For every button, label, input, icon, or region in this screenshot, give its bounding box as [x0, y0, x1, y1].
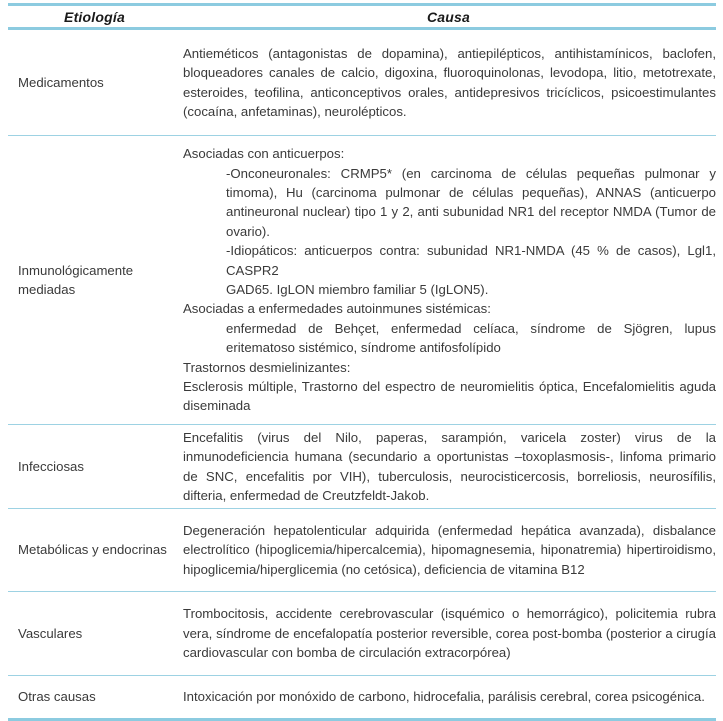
table-row-inmunologicamente-mediadas: [8, 136, 716, 425]
etiology-table-container: [8, 3, 716, 721]
etiologia-cell: Vasculares: [8, 592, 181, 676]
causa-gad65: GAD65. IgLON miembro familiar 5 (IgLON5).: [226, 282, 489, 297]
causa-cell: [181, 29, 716, 136]
causa-text: Encefalitis (virus del Nilo, paperas, sarampión, varicela zoster) virus de la inmunodeficiencia humana (secundario a oportunistas –toxoplasmosis-, linfoma primario de SNC, encefalitis por VIH), tuberculosis, neurocisticercosis, borreliosis, neurosífilis, difteria, enfermedad de Creutzfeldt-Jakob.: [183, 429, 716, 503]
causa-idiopaticos: -Idiopáticos: anticuerpos contra: subunidad NR1-NMDA (45 % de casos), Lgl1, CASPR2: [226, 243, 716, 278]
header-etiologia: Etiología: [8, 5, 181, 29]
causa-text: Degeneración hepatolenticular adquirida (enfermedad hepática avanzada), disbalance electrolítico (hipoglicemia/hipercalcemia), hipomagnesemia, hiponatremia) hipertiroidismo, hipoglicemia/hiperglicemia (no cetósica), deficiencia de vitamina B12: [183, 522, 716, 577]
etiologia-cell: Otras causas: [8, 676, 181, 720]
table-row-infecciosas: [8, 425, 716, 509]
causa-subheading-autoinmunes: Asociadas a enfermedades autoinmunes sistémicas:: [183, 301, 491, 317]
causa-cell: [181, 425, 716, 509]
table-row-medicamentos: [8, 29, 716, 136]
etiology-table: [8, 3, 716, 721]
causa-autoinmunes-list: enfermedad de Behçet, enfermedad celíaca, síndrome de Sjögren, lupus eritematoso sistémico, síndrome antifosfolípido: [226, 320, 716, 356]
etiologia-cell: Infecciosas: [8, 425, 181, 509]
causa-subheading-anticuerpos: Asociadas con anticuerpos:: [183, 146, 345, 162]
causa-onconeuronales: -Onconeuronales: CRMP5* (en carcinoma de células pequeñas pulmonar y timoma), Hu (carcinoma pulmonar de células pequeñas), ANNAS (anticuerpo antineuronal nuclear) tipo 1 y 2, anti subunidad NR1 del receptor NMDA (Tumor de ovario).: [226, 165, 716, 239]
causa-subheading-desmielinizantes: Trastornos desmielinizantes:: [183, 359, 351, 375]
header-causa: Causa: [181, 5, 716, 29]
header-row: [8, 5, 716, 29]
causa-cell: [181, 592, 716, 676]
table-body: [8, 29, 716, 720]
etiologia-cell: Metabólicas y endocrinas: [8, 509, 181, 592]
causa-text: Intoxicación por monóxido de carbono, hidrocefalia, parálisis cerebral, corea psicogénica.: [183, 689, 705, 705]
etiologia-cell: Medicamentos: [8, 29, 181, 136]
causa-cell: [181, 136, 716, 425]
table-row-metabolicas-endocrinas: [8, 509, 716, 592]
causa-cell: [181, 676, 716, 720]
table-row-vasculares: [8, 592, 716, 676]
table-row-otras-causas: [8, 676, 716, 720]
causa-text: Antieméticos (antagonistas de dopamina), antiepilépticos, antihistamínicos, baclofen, bloqueadores canales de calcio, digoxina, fluoroquinolonas, levodopa, litio, metotrexate, esteroides, teofilina, anticonceptivos orales, antidepresivos tricíclicos, psicoestimulantes (cocaína, anfetaminas), neurolépticos.: [183, 45, 716, 119]
causa-text: Trombocitosis, accidente cerebrovascular (isquémico o hemorrágico), policitemia rubra vera, síndrome de encefalopatía posterior reversible, corea post-bomba (posterior a cirugía cardiovascular con bomba de circulación extracorpórea): [183, 606, 716, 661]
etiologia-cell: Inmunológicamente mediadas: [8, 136, 181, 425]
causa-desmielinizantes-list: Esclerosis múltiple, Trastorno del espectro de neuromielitis óptica, Encefalomielitis aguda diseminada: [183, 379, 716, 414]
causa-cell: [181, 509, 716, 592]
table-header: [8, 5, 716, 29]
